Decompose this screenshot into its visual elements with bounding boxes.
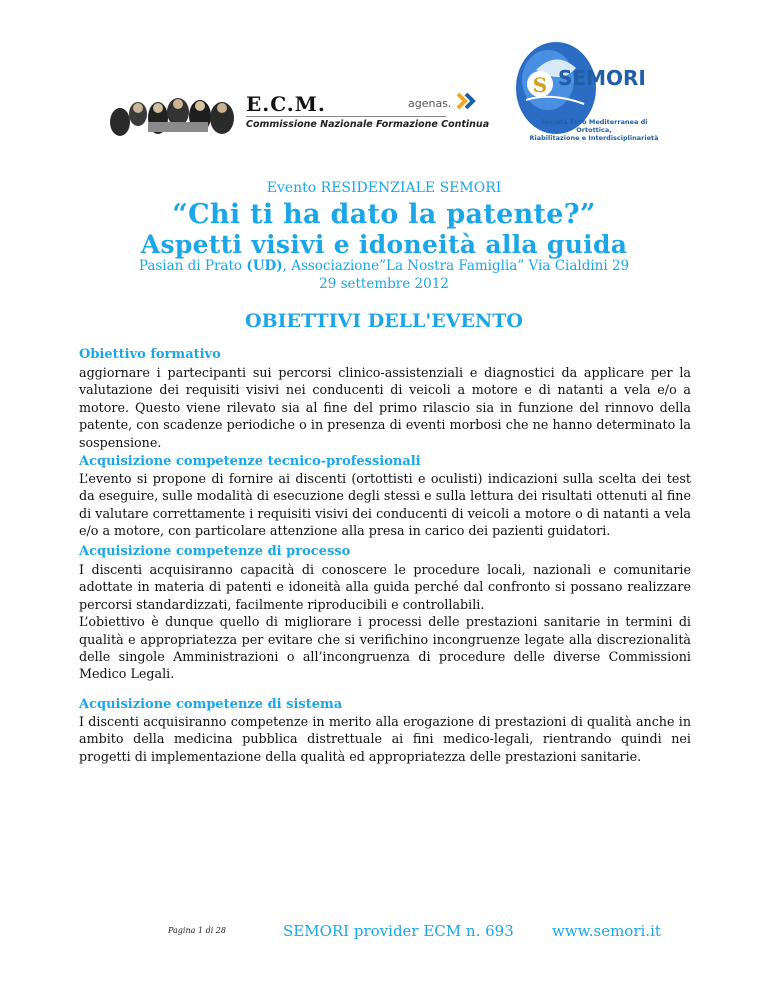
section-title-obiettivo-formativo: Obiettivo formativo: [79, 347, 221, 362]
agenas-logo: [408, 92, 478, 112]
section-body-processo: [79, 561, 691, 683]
section-title-tecnico-professionali: Acquisizione competenze tecnico-professionali: [79, 454, 421, 469]
place-city: Pasian di Prato: [138, 258, 247, 274]
website-link[interactable]: www.semori.it: [552, 922, 661, 940]
section-text-sistema: I discenti acquisiranno competenze in merito alla erogazione di prestazioni di qualità anche in ambito della medicina pubblica distrettuale ai fini medico-legali, rientrando quindi nei progetti di implementazione della qualità ed appropriatezza delle prestazioni sanitarie.: [79, 714, 691, 764]
semori-logo: [506, 40, 658, 140]
semori-line-2: Riabilitazione e Interdisciplinarietà: [529, 134, 659, 142]
event-date: 29 settembre 2012: [319, 276, 449, 292]
section-title-processo: Acquisizione competenze di processo: [79, 544, 351, 559]
ecm-divider: [246, 116, 446, 117]
place-province: (UD): [246, 258, 283, 274]
section-title-sistema: Acquisizione competenze di sistema: [79, 697, 343, 712]
page-heading: OBIETTIVI DELL'EVENTO: [245, 310, 523, 332]
provider-text: SEMORI provider ECM n. 693: [283, 922, 514, 940]
event-type: Evento RESIDENZIALE SEMORI: [266, 180, 502, 196]
section-text-processo-2: L’obiettivo è dunque quello di migliorare i processi delle prestazioni sanitarie in termini di qualità e appropriatezza per evitare che si verifichino incongruenze legate alla discrezionalità delle singole Amministrazioni o all’incongruenza di procedure delle diverse Commissioni Medico Legali.: [79, 614, 691, 682]
section-text-processo-1: I discenti acquisiranno capacità di conoscere le procedure locali, nazionali e comunitarie adottate in materia di patenti e idoneità alla guida perché dal confronto si possano realizzare percorsi standardizzati, facilmente riproducibili e controllabili.: [79, 562, 691, 612]
svg-text:S: S: [532, 73, 548, 97]
ecm-figures-image: [108, 92, 243, 138]
section-text-obiettivo-formativo: aggiornare i partecipanti sui percorsi clinico-assistenziali e diagnostici da applicare per la valutazione dei requisiti visivi nei conducenti di veicoli a motore e di natanti a vela e/o a motore. Questo viene rilevato sia al fine del primo rilascio sia in funzione del rinnovo della patente, con scadenze periodiche o in presenza di eventi morbosi che ne hanno determinato la sospensione.: [79, 365, 691, 450]
event-title-line-1: “Chi ti ha dato la patente?”: [172, 199, 596, 230]
section-text-tecnico-professionali: L’evento si propone di fornire ai discenti (ortottisti e oculisti) indicazioni sulla scelta dei test da eseguire, sulle modalità di esecuzione degli stessi e sulla lettura dei risultati ottenuti al fine di valutare correttamente i requisiti visivi dei conducenti di veicoli a motore o di natanti a vela e/o a motore, con particolare attenzione alla presa in carico dei pazienti guidatori.: [79, 471, 691, 539]
agenas-text: agenas.: [408, 97, 452, 110]
event-title-line-2: Aspetti visivi e idoneità alla guida: [140, 230, 628, 259]
agenas-mark-icon: [456, 92, 476, 110]
semori-name: SEMORI: [558, 66, 646, 90]
ecm-title: E.C.M.: [246, 92, 326, 116]
event-place: [0, 258, 768, 274]
ecm-subtitle: Commissione Nazionale Formazione Continua: [246, 119, 490, 130]
semori-line-1: Società Euro Mediterranea di Ortottica,: [540, 118, 648, 134]
page-number: Pagina 1 di 28: [168, 926, 226, 935]
place-venue: , Associazione”La Nostra Famiglia” Via Cialdini 29: [282, 258, 630, 274]
